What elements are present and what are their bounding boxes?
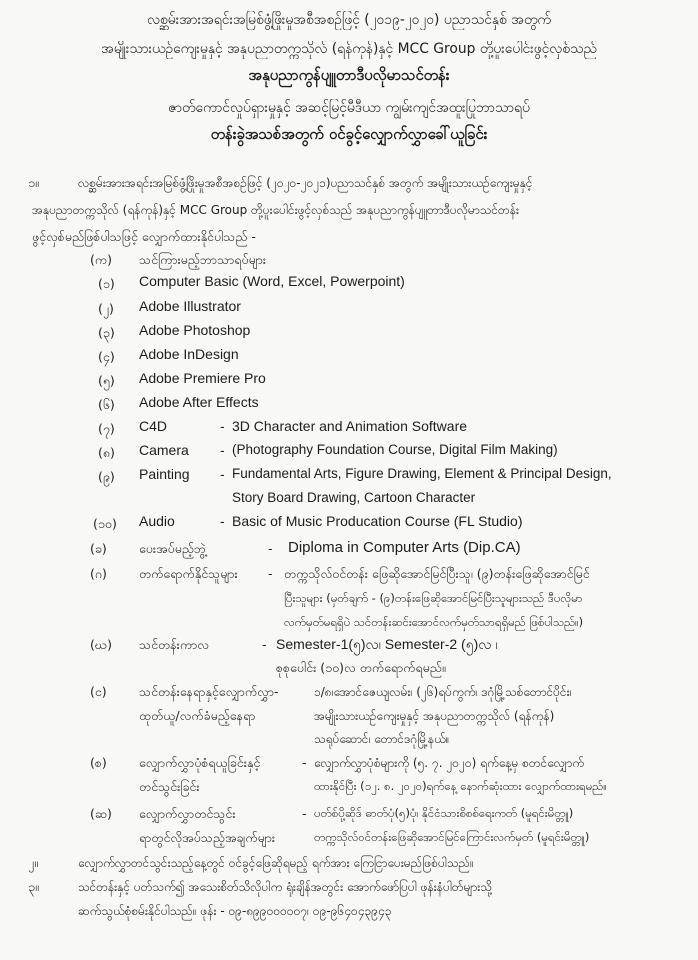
item-dash: -	[220, 513, 225, 529]
detail-dash: -	[262, 637, 267, 652]
detail-line: ပြီးသူများ (မှတ်ချက် - (၉)တန်းဖြေဆိုအောင်မြင်ပြီးသူများသည် ဒီပလိုမာ	[284, 591, 583, 605]
item-number: (၈)	[98, 445, 115, 460]
subjects-heading: သင်ကြားမည့်ဘာသာရပ်များ	[139, 252, 267, 267]
item-description: Basic of Music Producation Course (FL Studio)	[232, 513, 523, 529]
header-line-4: ဇာတ်ကောင်လှုပ်ရှားမှုနှင့် အဆင့်မြင့်မီဒီယာ ကျွမ်းကျင်အထူးပြုဘာသာရပ်	[168, 100, 530, 116]
detail-label-2: တင်သွင်းခြင်း	[139, 779, 200, 794]
section-1-line-2: အနုပညာတက္ကသိုလ် (ရန်ကုန်)နှင့် MCC Group တို့ပူးပေါင်းဖွင့်လှစ်သည် အနုပညာကွန်ပျူတာဒီပလိုမာသင်တန်း	[32, 203, 519, 217]
section-1-line-1: လစ္ဆမ်းအားအရင်းအမြစ်ဖွံ့ဖြိုးမှုအစီအစဉ်ဖြင့် (၂၀၂၀-၂၀၂၁)ပညာသင်နှစ် အတွက် အမျိုးသားယဉ်ကျေးမှုနှင့်	[78, 176, 533, 190]
diploma-title: Diploma in Computer Arts (Dip.CA)	[288, 539, 521, 556]
header-line-2: အမျိုးသားယဉ်ကျေးမှုနှင့် အနုပညာတက္ကသိုလ် (ရန်ကုန်)နှင့် MCC Group တို့ပူးပေါင်းဖွင့်လှစ်သည်	[101, 41, 597, 57]
detail-marker: (ဆ)	[90, 806, 112, 821]
item-description: Fundamental Arts, Figure Drawing, Element & Principal Design,	[232, 466, 612, 481]
section-3-number: ၃။	[28, 879, 39, 894]
item-number: (၆)	[98, 397, 115, 412]
detail-label: လျှောက်လွှာပုံစံရယူခြင်းနှင့်	[139, 755, 261, 770]
contact-phone-line: ဆက်သွယ်စုံစမ်းနိုင်ပါသည်။ ဖုန်း - ၀၉-၈၉၉၀၀၀၀၀၇၊ ၀၉-၉၆၄၀၄၃၉၄၃	[78, 904, 392, 918]
detail-line: စုစုပေါင်း (၁၀)လ တက်ရောက်ရမည်။	[276, 660, 446, 675]
detail-line: ၁/၈၊အောင်ဇေယျလမ်း၊ (၂၆)ရပ်ကွက်၊ ဒဂုံမြို့သစ်တောင်ပိုင်း၊	[314, 685, 572, 699]
item-name: Painting	[139, 466, 190, 482]
detail-marker: (ခ)	[90, 541, 107, 556]
item-dash: -	[220, 466, 225, 482]
item-number: (၃)	[98, 325, 115, 340]
detail-line: Semester-1(၅)လ၊ Semester-2 (၅)လ ၊	[276, 636, 498, 652]
item-name: C4D	[139, 418, 168, 434]
item-dash: -	[220, 418, 225, 434]
item-name: Camera	[139, 442, 189, 458]
item-name: Audio	[139, 513, 175, 529]
detail-label: သင်တန်းနေရာနှင့်လျှောက်လွှာ-	[139, 684, 279, 699]
detail-line: လျှောက်လွှာပုံစံများကို (၅. ၇. ၂၀၂၀) ရက်နေ့မှ စတင်လျှောက်	[314, 756, 585, 770]
detail-dash: -	[302, 806, 307, 821]
item-number: (၇)	[98, 421, 115, 436]
detail-marker: (င)	[90, 684, 107, 699]
item-description-continued: Story Board Drawing, Cartoon Character	[232, 490, 476, 505]
detail-dash: -	[268, 566, 273, 581]
detail-line: ထားနိုင်ပြီး (၁၂. ၈. ၂၀၂၀)ရက်နေ့ နောက်ဆုံးထား လျှောက်ထားရမည်။	[314, 779, 607, 793]
detail-label-2: ရာတွင်လိုအပ်သည့်အချက်များ	[139, 830, 276, 845]
section-1-line-3: ဖွင့်လှစ်မည်ဖြစ်ပါသဖြင့် လျှောက်ထားနိုင်ပါသည် -	[32, 229, 256, 244]
detail-marker: (ဂ)	[90, 566, 107, 581]
detail-label: သင်တန်းကာလ	[139, 637, 209, 652]
section-3-line-1: သင်တန်းနှင့် ပတ်သက်၍ အသေးစိတ်သိလိုပါက ရုံးချိန်အတွင်း အောက်ဖော်ပြပါ ဖုန်းနံပါတ်များသို့	[78, 880, 492, 894]
detail-line: အမျိုးသားယဉ်ကျေးမှုနှင့် အနုပညာတက္ကသိုလ် (ရန်ကုန်)	[314, 709, 555, 723]
subjects-marker: (က)	[90, 252, 112, 267]
detail-label: တက်ရောက်နိုင်သူများ	[139, 566, 238, 581]
detail-marker: (စ)	[90, 755, 107, 770]
detail-label: လျှောက်လွှာတင်သွင်း	[139, 806, 236, 821]
header-line-5: တန်းခွဲအသစ်အတွက် ဝင်ခွင့်လျှောက်လွှာခေါ်ယူခြင်း	[210, 125, 488, 143]
detail-dash: -	[302, 755, 307, 770]
detail-label-2: ထုတ်ယူ/လက်ခံမည့်နေရာ	[139, 708, 256, 723]
section-2-number: ၂။	[28, 855, 38, 870]
detail-line: တက္ကသိုလ်ဝင်တန်း ဖြေဆိုအောင်မြင်ပြီးသူ၊ (၉)တန်းဖြေဆိုအောင်မြင်	[284, 566, 590, 581]
item-name: Adobe Illustrator	[139, 298, 241, 314]
detail-marker: (ဃ)	[90, 637, 112, 652]
item-name: Adobe Premiere Pro	[139, 370, 266, 386]
document-title: အနုပညာကွန်ပျူတာဒီပလိုမာသင်တန်း	[248, 66, 450, 84]
detail-dash: -	[268, 541, 273, 556]
detail-line: လက်မှတ်မရရှိပဲ သင်တန်းဆင်းအောင်လက်မှတ်သာရရှိမည် ဖြစ်ပါသည်။)	[284, 615, 584, 629]
item-dash: -	[220, 442, 225, 458]
item-name: Adobe After Effects	[139, 394, 259, 410]
item-description: 3D Character and Animation Software	[232, 418, 468, 434]
item-number: (၉)	[98, 469, 115, 484]
detail-line: ပတ်စ်ပို့ဆိုဒ် ဓာတ်ပုံ(၅)ပုံ၊ နိုင်ငံသားစိစစ်ရေးကတ် (မူရင်းမိတ္တူ)	[314, 806, 574, 820]
item-number: (၄)	[98, 349, 115, 364]
item-description: (Photography Foundation Course, Digital Film Making)	[232, 442, 558, 457]
detail-line: သရုပ်ဆောင်၊ တောင်ဒဂုံမြို့နယ်။	[314, 732, 450, 746]
item-number: (၁)	[98, 276, 115, 291]
section-2-text: လျှောက်လွှာတင်သွင်းသည့်နေ့တွင် ဝင်ခွင့်ဖြေဆိုရမည့် ရက်အား ကြေငြာပေးမည်ဖြစ်ပါသည်။	[78, 856, 474, 870]
item-number: (၁၀)	[93, 516, 117, 531]
header-line-1: လစ္ဆမ်းအားအရင်းအမြစ်ဖွံ့ဖြိုးမှုအစီအစဉ်ဖြင့် (၂၀၁၉-၂၀၂၀) ပညာသင်နှစ် အတွက်	[147, 12, 551, 28]
item-number: (၅)	[98, 373, 115, 388]
item-name: Computer Basic (Word, Excel, Powerpoint)	[139, 273, 405, 289]
section-1-number: ၁။	[28, 175, 39, 190]
detail-line: တက္ကသိုလ်ဝင်တန်းဖြေဆိုအောင်မြင်ကြောင်းလက်မှတ် (မူရင်းမိတ္တူ)	[314, 830, 590, 844]
item-name: Adobe Photoshop	[139, 322, 251, 338]
detail-label: ပေးအပ်မည့်ဘွဲ့	[139, 541, 206, 556]
item-name: Adobe InDesign	[139, 346, 239, 362]
item-number: (၂)	[98, 301, 114, 316]
